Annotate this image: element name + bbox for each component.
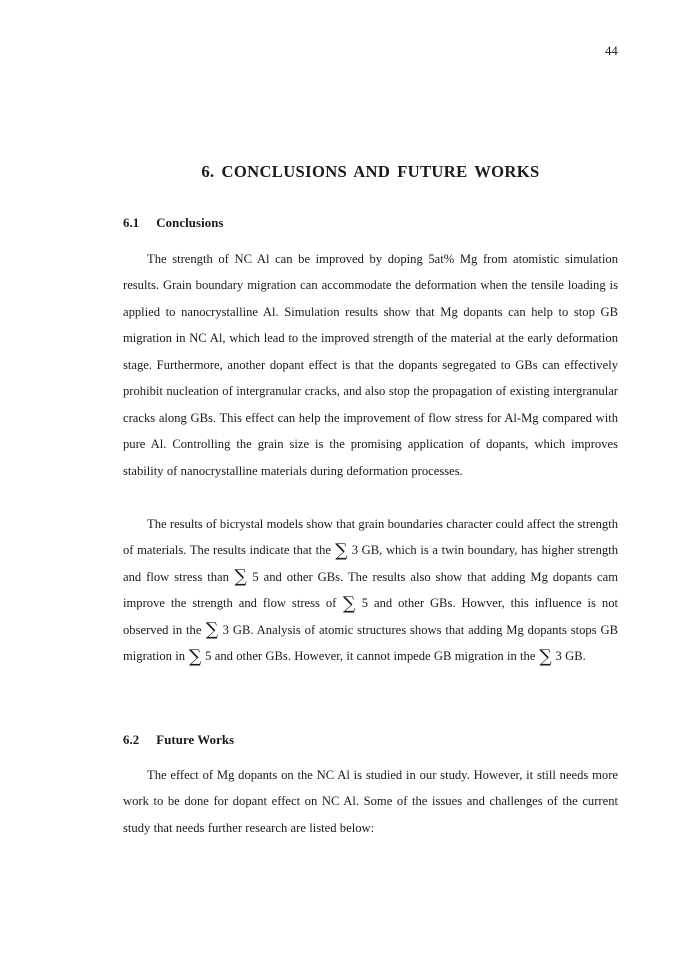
paragraph-conclusions-1: The strength of NC Al can be improved by doping 5at% Mg from atomistic simulation results. Grain boundary migration can accommodate the deformation when the tensile loading is applied to nanocrystalline Al. Simulation results show that Mg dopants can help to stop GB migration in NC Al, which lead to the improved strength of the material at the early deformation stage. Furthermore, another dopant effect is that the dopants segregated to GBs can effectively prohibit nucleation of intergranular cracks, and also stop the propagation of existing intergranular cracks along GBs. This effect can help the improvement of flow stress for Al-Mg compared with pure Al. Controlling the grain size is the promising application of dopants, which improves stability of nanocrystalline materials during deformation processes. [123,252,618,478]
summation-sigma-icon: ∑ [234,567,247,588]
paragraph-future-works-1: The effect of Mg dopants on the NC Al is studied in our study. However, it still needs more work to be done for dopant effect on NC Al. Some of the issues and challenges of the current study that needs further research are listed below: [123,768,618,835]
section-number-6-1: 6.1 [123,215,140,230]
section-heading-6-2 [123,733,618,748]
summation-sigma-icon: ∑ [188,646,202,667]
para2-text-7: 3 GB. [552,649,586,664]
summation-sigma-icon: ∑ [342,593,356,614]
page-number: 44 [605,44,618,58]
para2-text-4: 5 and other GBs. Howver, this influence is not observed in the [123,596,618,637]
summation-sigma-icon: ∑ [335,540,348,561]
summation-sigma-icon: ∑ [205,620,219,641]
paragraph-conclusions-2 [123,511,618,670]
section-heading-6-1 [123,216,618,231]
para2-text-1: The results of bicrystal models show that grain boundaries character could affect the strength of materials. The results indicate that the [123,517,618,558]
chapter-title: 6. CONCLUSIONS AND FUTURE WORKS [201,162,540,181]
summation-sigma-icon: ∑ [539,646,552,667]
section-number-6-2: 6.2 [123,732,140,747]
section-title-6-1: Conclusions [156,215,224,230]
para2-text-5: 3 GB. Analysis of atomic structures shows that adding Mg dopants stops GB migration in [123,622,618,664]
section-title-6-2: Future Works [156,732,235,747]
para2-text-2: 3 GB, which is a twin boundary, has higher strength and flow stress than [123,543,618,584]
para2-text-6: 5 and other GBs. However, it cannot impede GB migration in the [201,649,539,664]
para2-text-3: 5 and other GBs. The results also show that adding Mg dopants cam improve the strength and flow stress of [123,569,618,611]
